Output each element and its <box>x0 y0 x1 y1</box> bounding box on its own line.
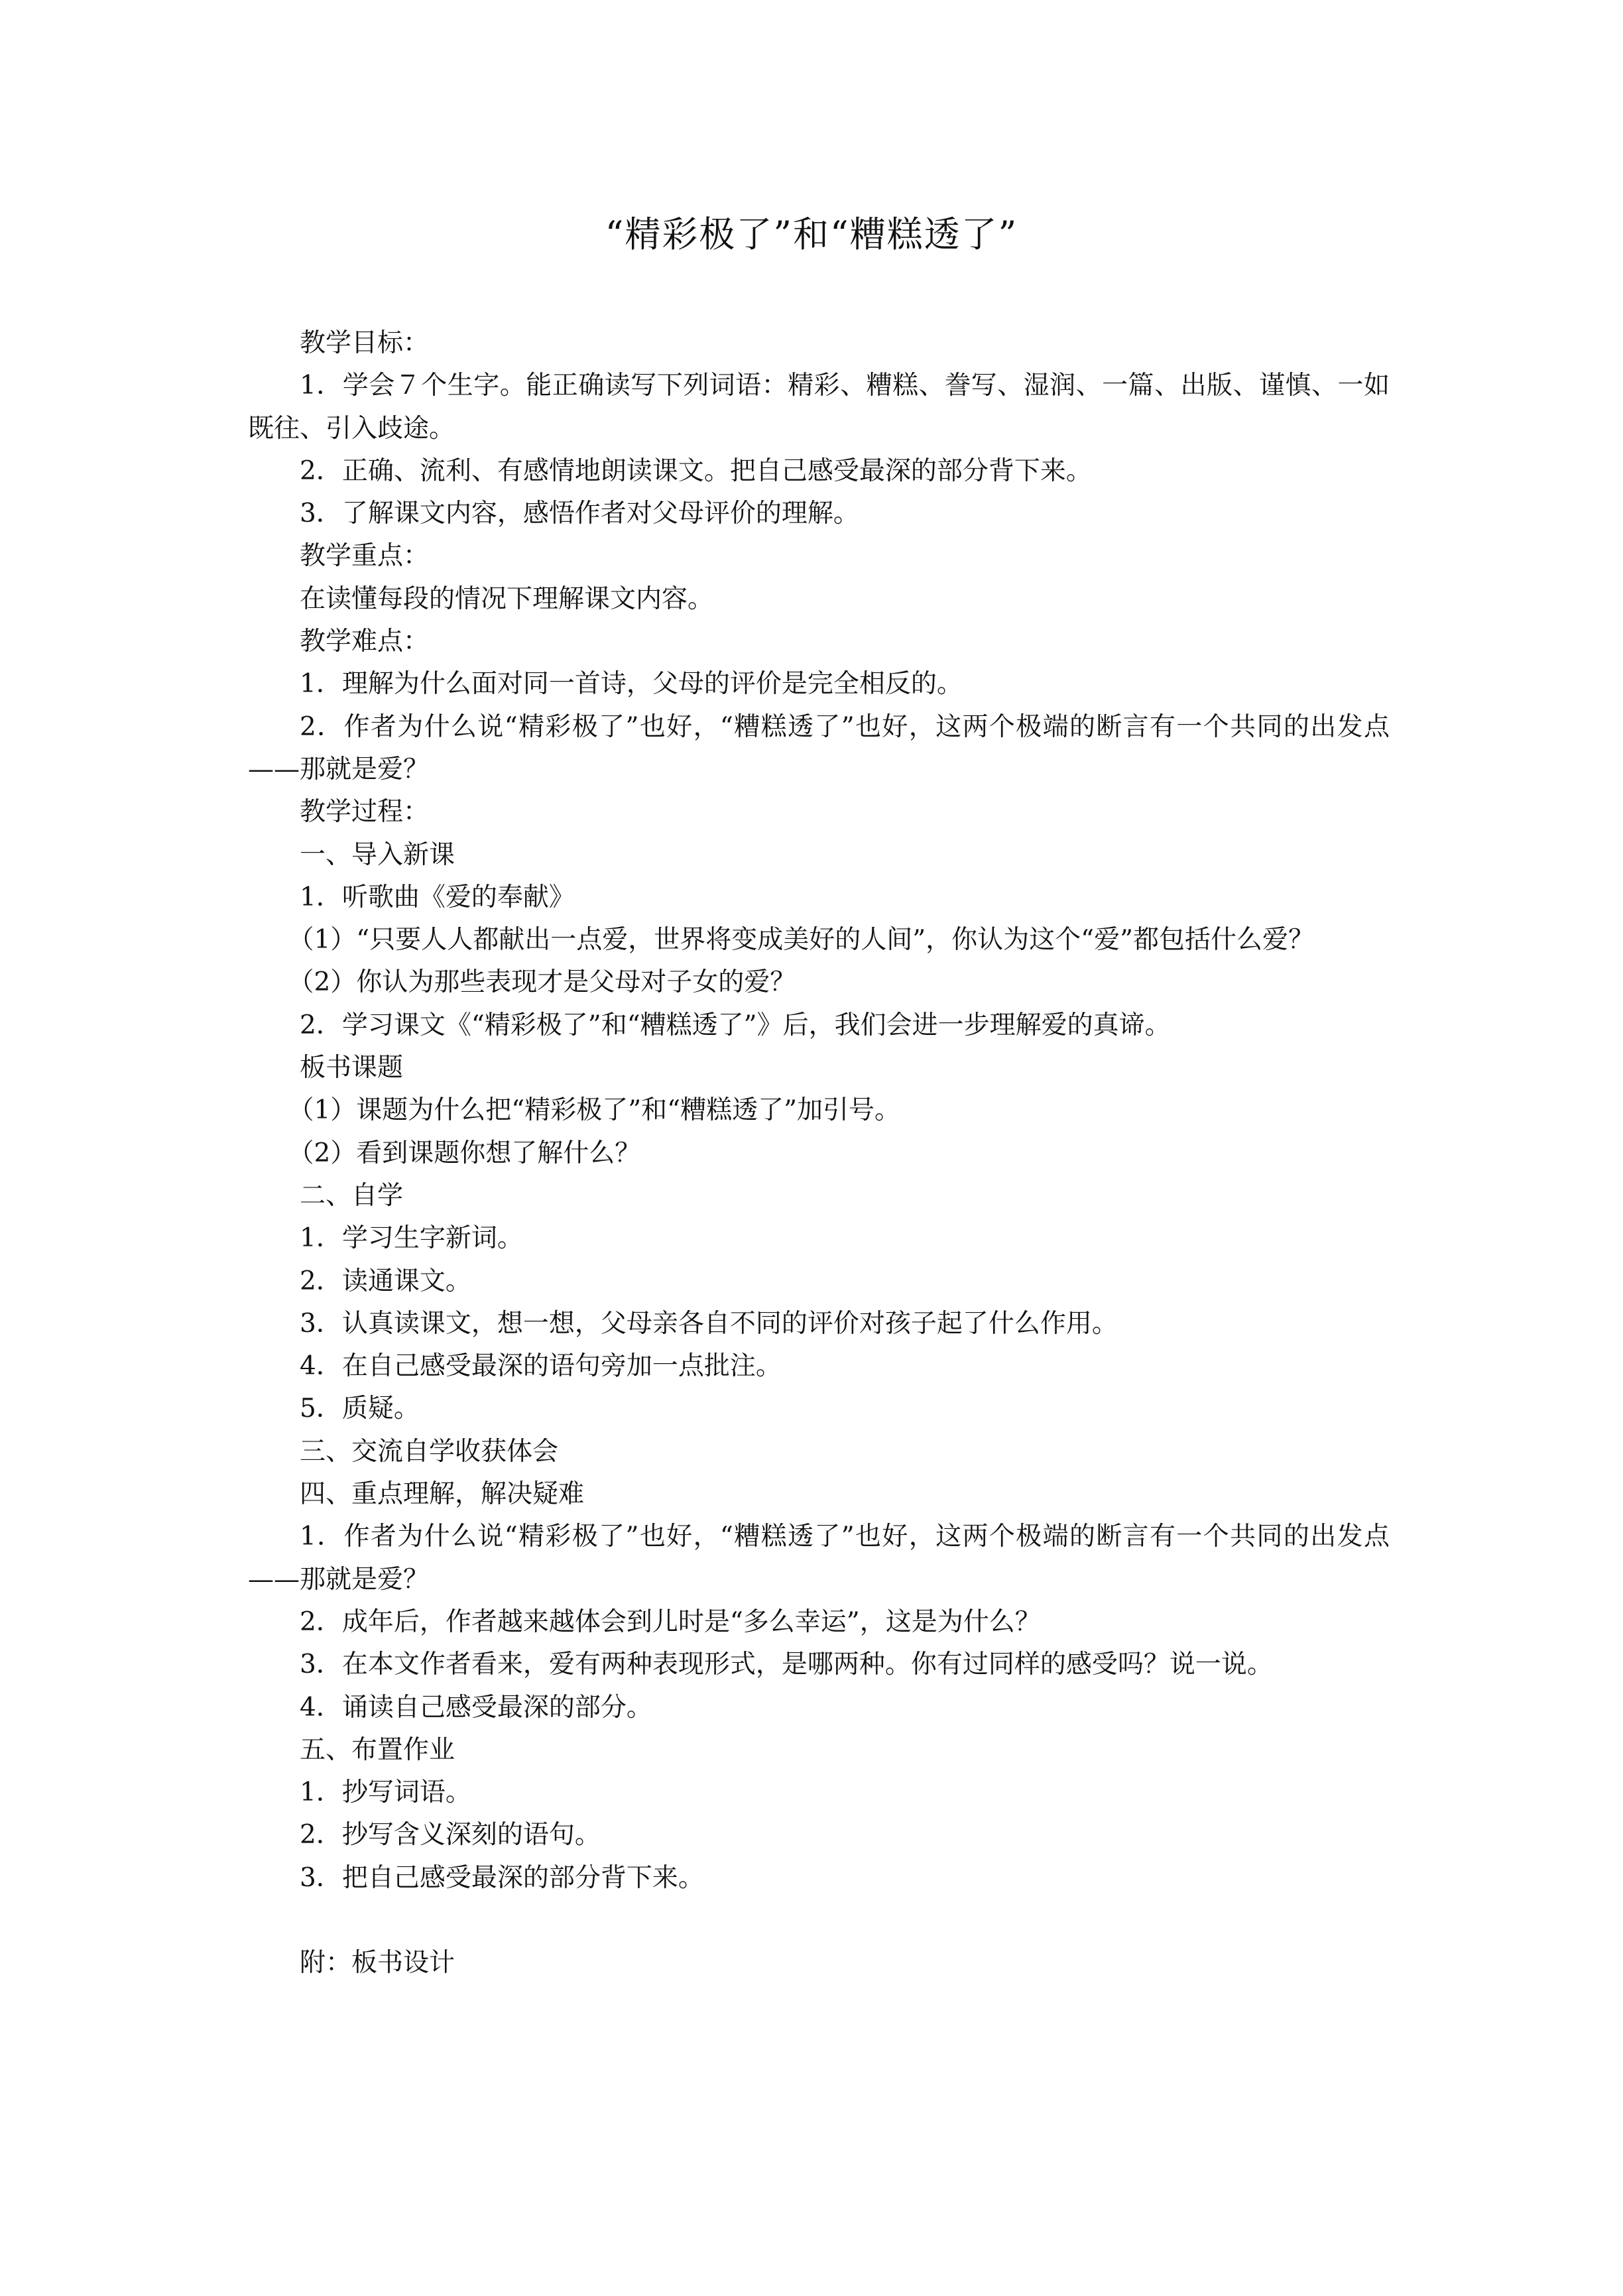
self-study-item-5: 5．质疑。 <box>300 1394 420 1424</box>
section-heading-process: 教学过程： <box>300 797 430 827</box>
process-step-1-question-2: （2）你认为那些表现才是父母对子女的爱？ <box>288 967 796 998</box>
section-heading-key-points: 教学重点： <box>300 541 430 572</box>
homework-item-1: 1．抄写词语。 <box>300 1778 471 1808</box>
self-study-item-4: 4．在自己感受最深的语句旁加一点批注。 <box>300 1351 782 1382</box>
key-understanding-item-3: 3．在本文作者看来，爱有两种表现形式，是哪两种。你有过同样的感受吗？说一说。 <box>300 1650 1273 1680</box>
board-title-question-2: （2）看到课题你想了解什么？ <box>288 1138 641 1168</box>
key-point-text: 在读懂每段的情况下理解课文内容。 <box>300 583 714 614</box>
section-heading-difficulties: 教学难点： <box>300 627 430 657</box>
homework-item-3: 3．把自己感受最深的部分背下来。 <box>300 1862 704 1893</box>
process-step-2-heading: 二、自学 <box>300 1180 404 1211</box>
process-step-1-heading: 一、导入新课 <box>300 839 455 870</box>
objective-item-1: 1．学会７个生字。能正确读写下列词语：精彩、糟糕、誊写、湿润、一篇、出版、谨慎、一如既往、引入歧途。 <box>248 371 1390 444</box>
key-understanding-item-1: 1．作者为什么说“精彩极了”也好，“糟糕透了”也好，这两个极端的断言有一个共同的出发点——那就是爱？ <box>248 1522 1390 1595</box>
process-step-5-heading: 五、布置作业 <box>300 1734 455 1765</box>
self-study-item-3: 3．认真读课文，想一想，父母亲各自不同的评价对孩子起了什么作用。 <box>300 1308 1118 1339</box>
process-step-1-item-2: 2．学习课文《“精彩极了”和“糟糕透了”》后，我们会进一步理解爱的真谛。 <box>300 1010 1171 1040</box>
objective-item-2: 2．正确、流利、有感情地朗读课文。把自己感受最深的部分背下来。 <box>300 455 1092 486</box>
process-step-1-question-1: （1）“只要人人都献出一点爱，世界将变成美好的人间”，你认为这个“爱”都包括什么爱？ <box>288 925 1315 955</box>
homework-item-2: 2．抄写含义深刻的语句。 <box>300 1820 601 1850</box>
objective-item-3: 3．了解课文内容，感悟作者对父母评价的理解。 <box>300 499 859 529</box>
key-understanding-item-4: 4．诵读自己感受最深的部分。 <box>300 1692 652 1722</box>
blank-line <box>248 1900 1390 1942</box>
document-body <box>248 322 1390 1984</box>
process-step-1-item-1: 1．听歌曲《爱的奉献》 <box>300 882 575 912</box>
section-heading-objectives: 教学目标： <box>300 328 430 358</box>
process-step-3-heading: 三、交流自学收获体会 <box>300 1436 559 1467</box>
appendix-heading: 附：板书设计 <box>300 1947 455 1978</box>
document-title: “精彩极了”和“糟糕透了” <box>605 213 1018 255</box>
self-study-item-1: 1．学习生字新词。 <box>300 1223 523 1254</box>
self-study-item-2: 2．读通课文。 <box>300 1266 471 1296</box>
key-understanding-item-2: 2．成年后，作者越来越体会到儿时是“多么幸运”，这是为什么？ <box>300 1606 1041 1637</box>
difficulty-item-1: 1．理解为什么面对同一首诗，父母的评价是完全相反的。 <box>300 669 963 699</box>
board-title-heading: 板书课题 <box>300 1053 404 1083</box>
process-step-4-heading: 四、重点理解，解决疑难 <box>300 1479 585 1510</box>
difficulty-item-2: 2．作者为什么说“精彩极了”也好，“糟糕透了”也好，这两个极端的断言有一个共同的出发点——那就是爱？ <box>248 711 1390 784</box>
board-title-question-1: （1）课题为什么把“精彩极了”和“糟糕透了”加引号。 <box>288 1095 901 1126</box>
